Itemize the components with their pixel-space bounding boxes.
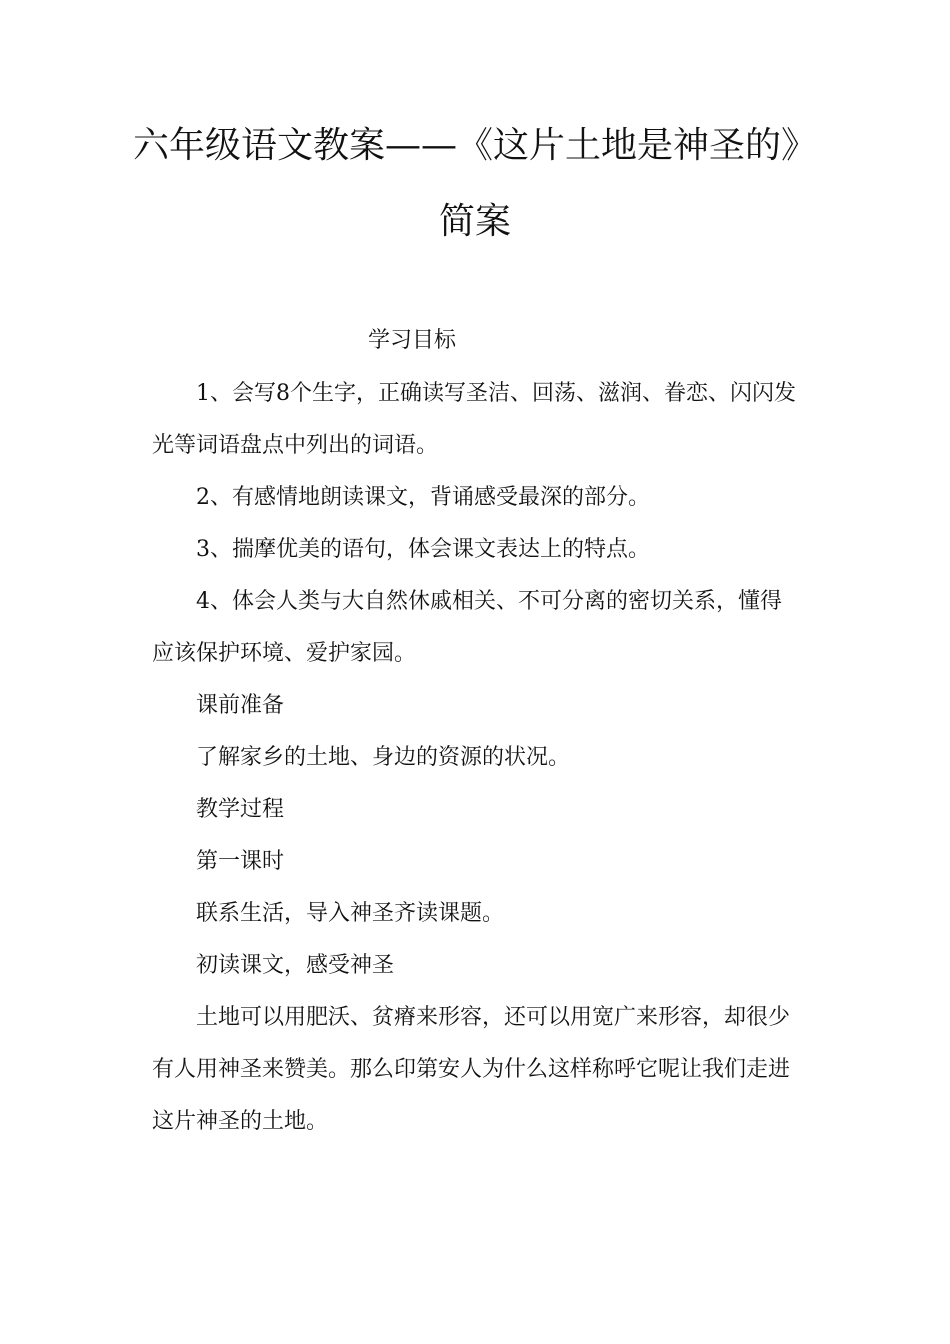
paragraph-first-lesson: 第一课时 [196, 849, 285, 874]
paragraph-first-reading: 初读课文，感受神圣 [196, 953, 395, 978]
paragraph-land-description: 土地可以用肥沃、贫瘠来形容，还可以用宽广来形容，却很少有人用神圣来赞美。那么印第安人为什么这样称呼它呢让我们走进这片神圣的土地。 [152, 1005, 791, 1134]
paragraph-goal-3: 3、揣摩优美的语句，体会课文表达上的特点。 [196, 537, 650, 562]
document-title-line1: 六年级语文教案——《这片土地是神圣的》 [132, 125, 817, 166]
paragraph-preparation-heading: 课前准备 [196, 693, 285, 718]
paragraph-goal-4: 4、体会人类与大自然休戚相关、不可分离的密切关系，懂得应该保护环境、爱护家园。 [152, 589, 782, 666]
paragraph-goal-2: 2、有感情地朗读课文，背诵感受最深的部分。 [196, 485, 650, 510]
paragraph-process-heading: 教学过程 [196, 797, 285, 822]
paragraph-goal-1: 1、会写8个生字，正确读写圣洁、回荡、滋润、眷恋、闪闪发光等词语盘点中列出的词语。 [152, 381, 796, 458]
document-title-line2: 简案 [438, 201, 511, 242]
section-heading-learning-goals: 学习目标 [368, 328, 457, 353]
paragraph-preparation: 了解家乡的土地、身边的资源的状况。 [196, 745, 571, 770]
paragraph-introduction: 联系生活，导入神圣齐读课题。 [196, 901, 505, 926]
